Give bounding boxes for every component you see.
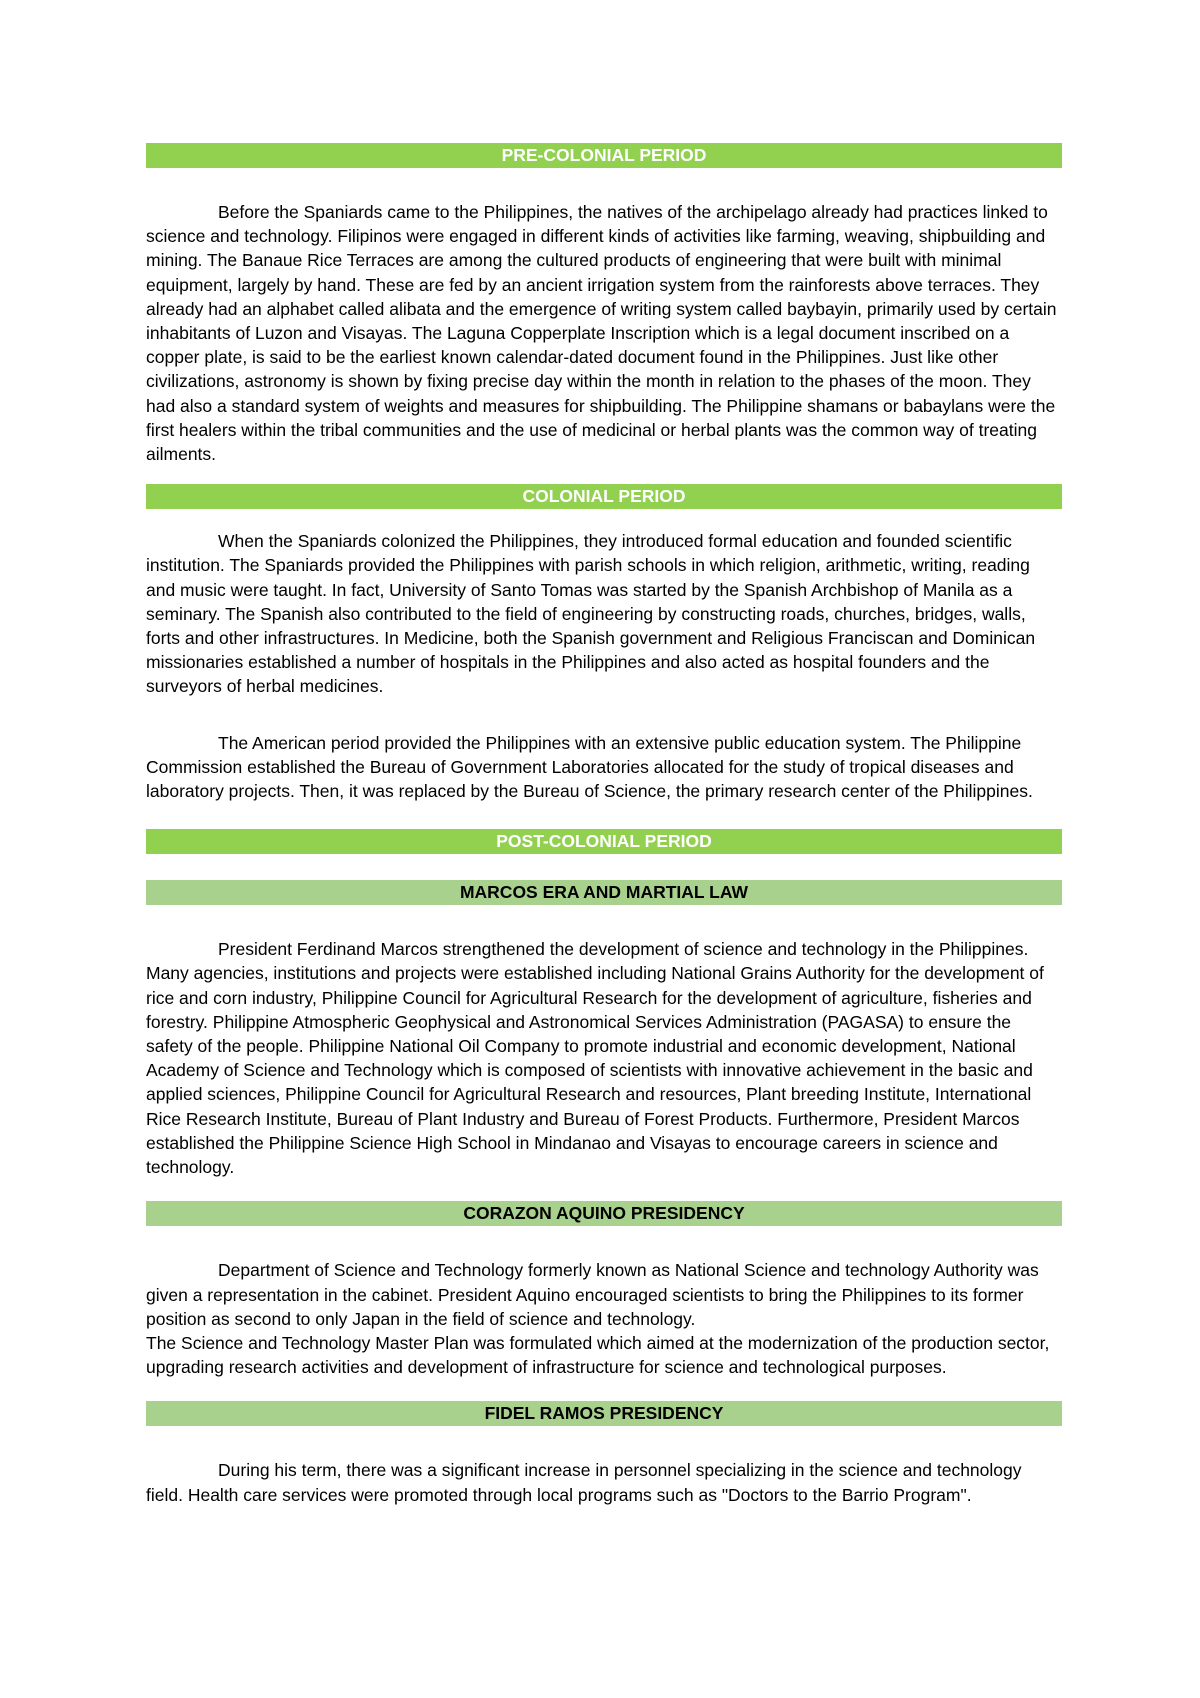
section-heading-precolonial: PRE-COLONIAL PERIOD <box>146 143 1062 168</box>
subsection-heading-ramos: FIDEL RAMOS PRESIDENCY <box>146 1401 1062 1426</box>
paragraph-colonial-american: The American period provided the Philippines with an extensive public education system. The Philippine Commission established the Bureau of Government Laboratories allocated for the study of tropical diseases and laboratory projects. Then, it was replaced by the Bureau of Science, the primary research center of the Philippines. <box>146 732 1033 802</box>
paragraph-colonial-spanish: When the Spaniards colonized the Philippines, they introduced formal education and founded scientific institution. The Spaniards provided the Philippines with parish schools in which religion, arithmetic, writing, reading and music were taught. In fact, University of Santo Tomas was started by the Spanish Archbishop of Manila as a seminary. The Spanish also contributed to the field of engineering by constructing roads, churches, bridges, walls, forts and other infrastructures. In Medicine, both the Spanish government and Religious Franciscan and Dominican missionaries established a number of hospitals in the Philippines and also acted as hospital founders and the surveyors of herbal medicines. <box>146 531 1036 697</box>
paragraph-ramos: During his term, there was a significant increase in personnel specializing in the science and technology field. Health care services were promoted through local programs such as "Doctors to the Barrio Program". <box>146 1460 1022 1505</box>
subsection-heading-aquino: CORAZON AQUINO PRESIDENCY <box>146 1201 1062 1226</box>
paragraph-aquino-1: Department of Science and Technology formerly known as National Science and technology Authority was given a representation in the cabinet. President Aquino encouraged scientists to bring the Philippines to its former position as second to only Japan in the field of science and technology. <box>146 1260 1039 1329</box>
paragraph-marcos: President Ferdinand Marcos strengthened the development of science and technology in the Philippines. Many agencies, institutions and projects were established including National Grains Authority for the development of rice and corn industry, Philippine Council for Agricultural Research for the development of agriculture, fisheries and forestry. Philippine Atmospheric Geophysical and Astronomical Services Administration (PAGASA) to ensure the safety of the people. Philippine National Oil Company to promote industrial and economic development, National Academy of Science and Technology which is composed of scientists with innovative achievement in the basic and applied sciences, Philippine Council for Agricultural Research and resources, Plant breeding Institute, International Rice Research Institute, Bureau of Plant Industry and Bureau of Forest Products. Furthermore, President Marcos established the Philippine Science High School in Mindanao and Visayas to encourage careers in science and technology. <box>146 939 1044 1178</box>
paragraph-aquino-2: The Science and Technology Master Plan was formulated which aimed at the modernization of the production sector, upgrading research activities and development of infrastructure for science and technological purposes. <box>146 1332 1050 1378</box>
subsection-heading-marcos: MARCOS ERA AND MARTIAL LAW <box>146 880 1062 905</box>
paragraph-precolonial: Before the Spaniards came to the Philippines, the natives of the archipelago already had practices linked to science and technology. Filipinos were engaged in different kinds of activities like farming, weaving, shipbuilding and mining. The Banaue Rice Terraces are among the cultured products of engineering that were built with minimal equipment, largely by hand. These are fed by an ancient irrigation system from the rainforests above terraces. They already had an alphabet called alibata and the emergence of writing system called baybayin, primarily used by certain inhabitants of Luzon and Visayas. The Laguna Copperplate Inscription which is a legal document inscribed on a copper plate, is said to be the earliest known calendar-dated document found in the Philippines. Just like other civilizations, astronomy is shown by fixing precise day within the month in relation to the phases of the moon. They had also a standard system of weights and measures for shipbuilding. The Philippine shamans or babaylans were the first healers within the tribal communities and the use of medicinal or herbal plants was the common way of treating ailments. <box>146 202 1057 465</box>
document-page <box>146 143 1062 1507</box>
section-heading-colonial: COLONIAL PERIOD <box>146 484 1062 509</box>
section-heading-postcolonial: POST-COLONIAL PERIOD <box>146 829 1062 854</box>
